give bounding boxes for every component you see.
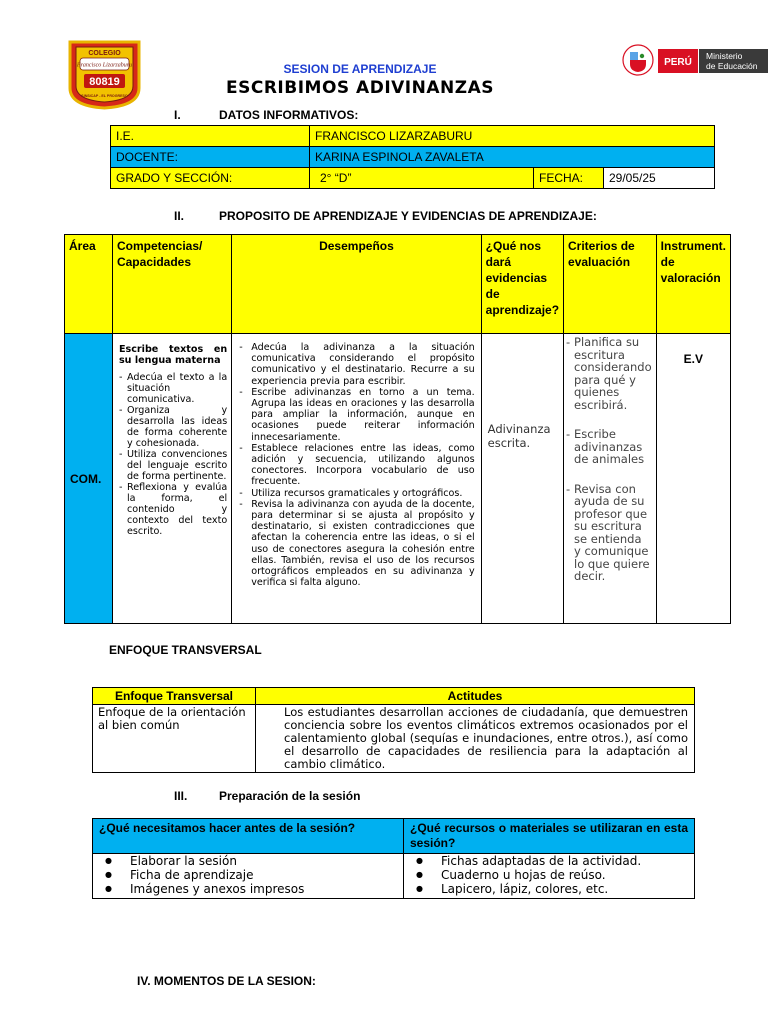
header-evidencia: ¿Qué nos dará evidencias de aprendizaje?: [481, 235, 563, 334]
logo-name-text: Francisco Lizarzaburu: [76, 62, 133, 69]
header-competencias: Competencias/ Capacidades: [112, 235, 231, 334]
datos-row-grado: [111, 168, 715, 189]
peru-text: PERÚ: [664, 57, 692, 68]
antes-item: ● Imágenes y anexos impresos: [97, 882, 399, 896]
capacidad-item: - Organiza y desarrolla las ideas de forma coherente y cohesionada.: [119, 405, 227, 449]
criterio-item: - Escribe adivinanzas de animales: [566, 428, 652, 466]
header-instrumento: Instrument. de valoración: [656, 235, 730, 334]
section1-number: I.: [174, 108, 181, 122]
header-criterios: Criterios de evaluación: [564, 235, 657, 334]
enfoque-table: [92, 687, 695, 773]
desempeno-item: - Revisa la adivinanza con ayuda de la docente, para determinar si se ajusta al propósito y destinatario, si existen contradicciones que afectan la coherencia entre las ideas, o si el uso de conectores asegura la cohesión entre ellas. También, revisa el uso de los recursos ortográficos empleados en su adivinanza y verifica si falta alguno.: [238, 499, 474, 589]
grado-label: GRADO Y SECCIÓN:: [111, 168, 310, 189]
datos-row-docente: [111, 147, 715, 168]
datos-table: [110, 125, 715, 189]
logo-bottom-text: SINSICAP - EL PROGRESO: [81, 94, 128, 98]
logo-top-text: COLEGIO: [88, 50, 121, 57]
desempeno-item: - Adecúa la adivinanza a la situación comunicativa considerando el propósito comunicativo y el destinatario. Recurre a su experiencia previa para escribir.: [238, 342, 474, 387]
criterios-cell: [564, 334, 657, 624]
header-desempenos: Desempeños: [232, 235, 481, 334]
enfoque-body-row: [93, 705, 695, 773]
proposito-body-row: [65, 334, 731, 624]
desempeno-item: - Utiliza recursos gramaticales y ortográficos.: [238, 488, 474, 499]
competencia-head: Escribe textos en su lengua materna: [118, 344, 228, 366]
header-area: Área: [65, 235, 113, 334]
datos-row-ie: [111, 126, 715, 147]
ie-label: I.E.: [111, 126, 310, 147]
desempeno-item: - Escribe adivinanzas en torno a un tema. Agrupa las ideas en oraciones y las desarrolla para ampliar la información, aunque en ocasiones puede reiterar información innecesariamente.: [238, 387, 474, 443]
capacidad-item: - Utiliza convenciones del lenguaje escrito de forma pertinente.: [119, 449, 227, 482]
criterio-item: - Revisa con ayuda de su profesor que su escritura se entienda y comunique lo que quiere decir.: [566, 483, 652, 583]
preparacion-table: [92, 818, 695, 899]
desempenos-list: [238, 342, 474, 588]
capacidades-list: [119, 372, 227, 537]
fecha-label: FECHA:: [534, 168, 604, 189]
enfoque-value: Enfoque de la orientación al bien común: [93, 705, 256, 773]
antes-cell: [93, 854, 404, 899]
school-crest-icon: [66, 38, 143, 110]
competencias-cell: [112, 334, 231, 624]
proposito-table: [64, 234, 731, 624]
ministry-line1: Ministerio: [706, 51, 743, 61]
peru-coat-of-arms-icon: [623, 45, 653, 75]
desempeno-item: - Establece relaciones entre las ideas, como adición y secuencia, utilizando algunos conectores. Incorpora vocabulario de uso frecuente.: [238, 443, 474, 488]
criterios-list: [566, 336, 652, 583]
recursos-list: [408, 854, 690, 896]
area-value: COM.: [65, 334, 113, 624]
antes-item: ● Ficha de aprendizaje: [97, 868, 399, 882]
section2-title: PROPOSITO DE APRENDIZAJE Y EVIDENCIAS DE APRENDIZAJE:: [219, 209, 597, 223]
ministry-logo: [620, 40, 768, 80]
antes-item: ● Elaborar la sesión: [97, 854, 399, 868]
instrumento-value: E.V: [656, 334, 730, 624]
actitudes-value: Los estudiantes desarrollan acciones de ciudadanía, que demuestren conciencia sobre los eventos climáticos extremos ocasionados por el calentamiento global (sequías e inundaciones, entre otros.), así como el desarrollo de capacidades de resiliencia para la adaptación al cambio climático.: [256, 705, 695, 773]
enfoque-header-row: [93, 688, 695, 705]
header-recursos: ¿Qué recursos o materiales se utilizaran en esta sesión?: [404, 819, 695, 854]
recursos-cell: [404, 854, 695, 899]
session-subtitle: SESION DE APRENDIZAJE: [283, 62, 437, 76]
section3-title: Preparación de la sesión: [219, 789, 361, 803]
section2-number: II.: [174, 209, 185, 223]
ie-value: FRANCISCO LIZARZABURU: [310, 126, 715, 147]
recurso-item: ● Lapicero, lápiz, colores, etc.: [408, 882, 690, 896]
fecha-value: 29/05/25: [604, 168, 715, 189]
docente-value: KARINA ESPINOLA ZAVALETA: [310, 147, 715, 168]
grado-value: 2° “D”: [310, 168, 534, 189]
enfoque-title: ENFOQUE TRANSVERSAL: [109, 643, 262, 657]
antes-list: [97, 854, 399, 896]
preparacion-body-row: [93, 854, 695, 899]
preparacion-header-row: [93, 819, 695, 854]
recurso-item: ● Fichas adaptadas de la actividad.: [408, 854, 690, 868]
header-antes: ¿Qué necesitamos hacer antes de la sesión?: [93, 819, 404, 854]
recurso-item: ● Cuaderno u hojas de reúso.: [408, 868, 690, 882]
section1-title: DATOS INFORMATIVOS:: [219, 108, 359, 122]
docente-label: DOCENTE:: [111, 147, 310, 168]
proposito-header-row: [65, 235, 731, 334]
session-title: ESCRIBIMOS ADIVINANZAS: [226, 78, 494, 98]
ministry-line2: de Educación: [706, 61, 758, 71]
criterio-item: - Planifica su escritura considerando para qué y quienes escribirá.: [566, 336, 652, 411]
section3-number: III.: [174, 789, 188, 803]
evidencia-value: Adivinanza escrita.: [481, 334, 563, 624]
desempenos-cell: [232, 334, 481, 624]
header-enfoque: Enfoque Transversal: [93, 688, 256, 705]
logo-number-text: 80819: [89, 76, 120, 88]
capacidad-item: - Reflexiona y evalúa la forma, el contenido y contexto del texto escrito.: [119, 482, 227, 537]
header-actitudes: Actitudes: [256, 688, 695, 705]
section4-title: IV. MOMENTOS DE LA SESION:: [137, 974, 316, 988]
capacidad-item: - Adecúa el texto a la situación comunicativa.: [119, 372, 227, 405]
